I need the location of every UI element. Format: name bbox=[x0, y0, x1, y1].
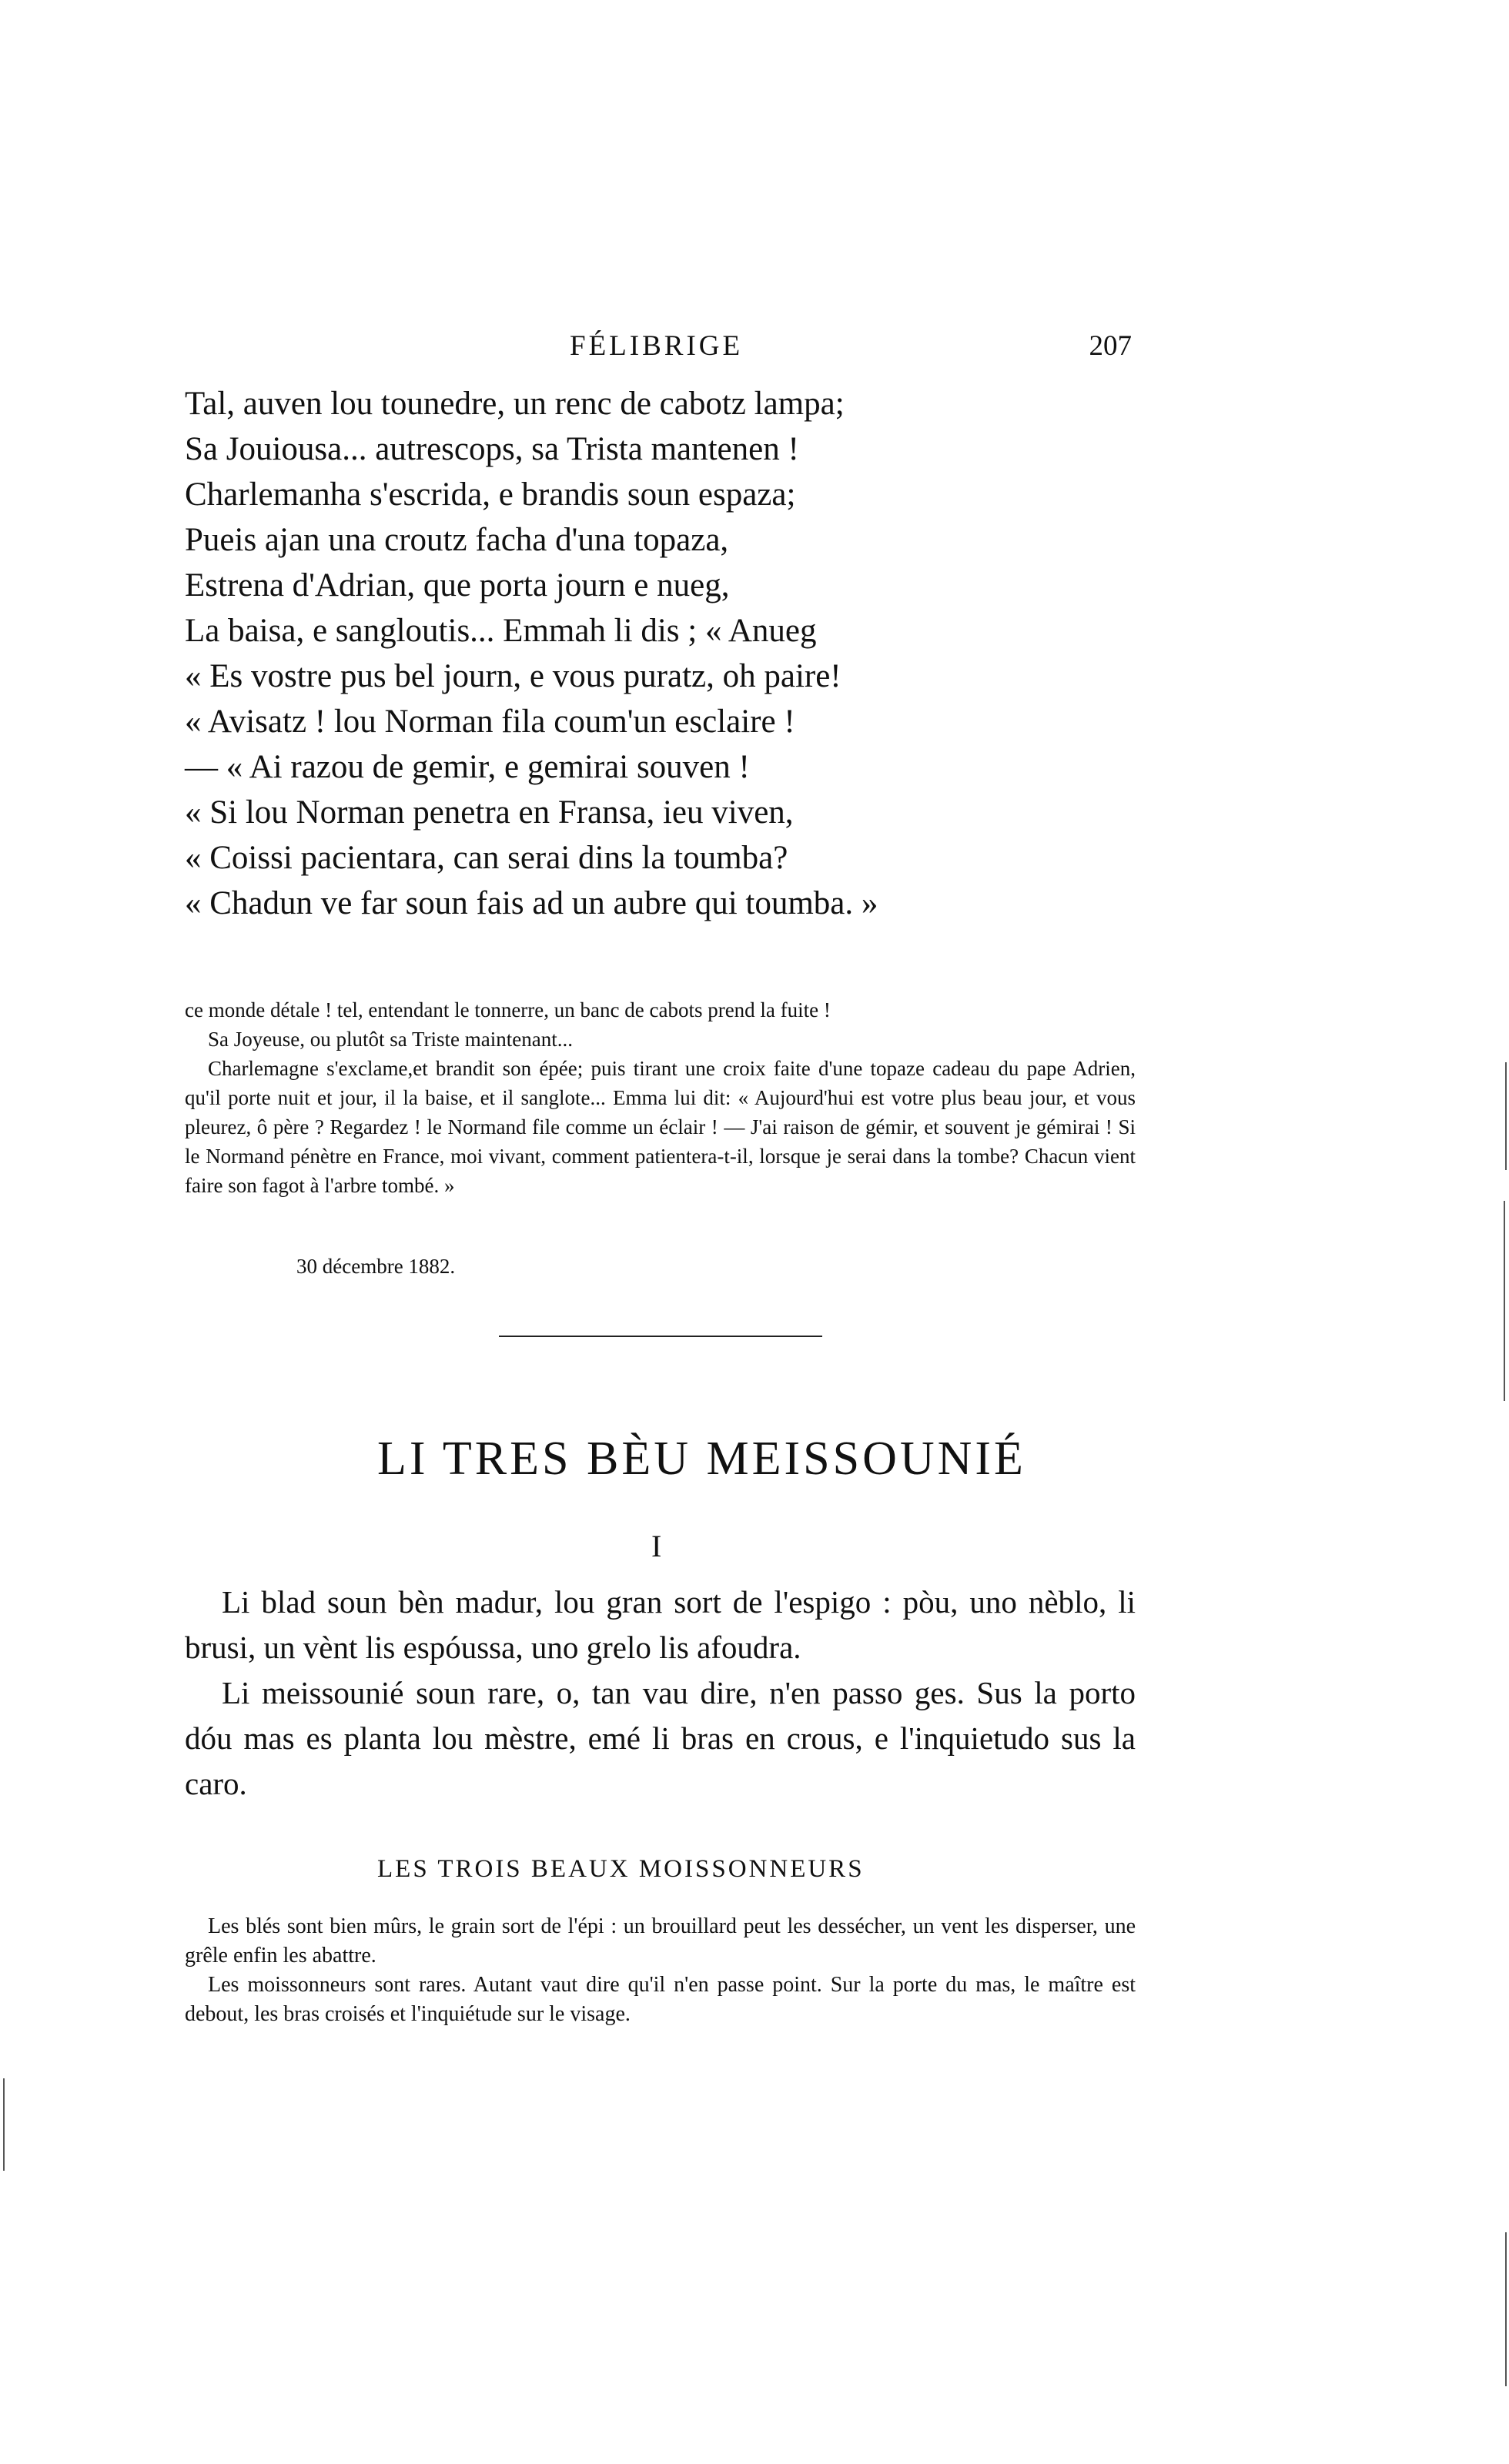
verse-line: « Chadun ve far soun fais ad un aubre qui toumba. » bbox=[185, 885, 878, 921]
french-subtitle: LES TROIS BEAUX MOISSONNEURS bbox=[377, 1855, 865, 1883]
verse-line: Charlemanha s'escrida, e brandis soun espaza; bbox=[185, 476, 796, 513]
scan-edge-mark bbox=[1505, 2232, 1507, 2386]
poem-date: 30 décembre 1882. bbox=[296, 1255, 456, 1278]
verse-line: Tal, auven lou tounedre, un renc de cabotz lampa; bbox=[185, 386, 845, 422]
verse-line: Estrena d'Adrian, que porta journ e nueg, bbox=[185, 567, 730, 603]
provencal-paragraph: Li blad soun bèn madur, lou gran sort de l'espigo : pòu, uno nèblo, li brusi, un vènt lis espóussa, uno grelo lis afoudra. bbox=[185, 1584, 1136, 1665]
scan-edge-mark bbox=[1504, 1201, 1505, 1401]
poem-title: LI TRES BÈU MEISSOUNIÉ bbox=[377, 1433, 1026, 1485]
page-header bbox=[185, 329, 1132, 376]
verse-line: Pueis ajan una croutz facha d'una topaza, bbox=[185, 522, 729, 558]
verse-line: « Avisatz ! lou Norman fila coum'un esclaire ! bbox=[185, 704, 795, 740]
scan-edge-mark bbox=[1505, 1062, 1507, 1170]
verse-line: « Coissi pacientara, can serai dins la toumba? bbox=[185, 840, 788, 876]
provencal-prose-block bbox=[185, 1580, 1136, 1807]
translation-paragraph: Sa Joyeuse, ou plutôt sa Triste maintenant... bbox=[208, 1028, 573, 1051]
french-paragraph: Les moissonneurs sont rares. Autant vaut dire qu'il n'en passe point. Sur la porte du mas, le maître est debout, les bras croisés et l'inquiétude sur le visage. bbox=[185, 1973, 1136, 2026]
scan-edge-mark bbox=[3, 2078, 5, 2171]
french-prose-block bbox=[185, 1912, 1136, 2029]
verse-block bbox=[185, 381, 1186, 926]
verse-line: Sa Jouiousa... autrescops, sa Trista mantenen ! bbox=[185, 431, 799, 467]
verse-line: « Si lou Norman penetra en Fransa, ieu viven, bbox=[185, 794, 794, 831]
verse-line: « Es vostre pus bel journ, e vous puratz, oh paire! bbox=[185, 658, 841, 694]
translation-paragraph: Charlemagne s'exclame,et brandit son épée; puis tirant une croix faite d'une topaze cadeau du pape Adrien, qu'il porte nuit et jour, il la baise, et il sanglote... Emma lui dit: « Aujourd'hui est votre plus beau jour, et vous pleurez, ô père ? Regardez ! le Normand file comme un éclair ! — J'ai raison de gémir, et souvent je gémirai ! Si le Normand pénètre en France, moi vivant, comment patientera-t-il, lorsque je serai dans la tombe? Chacun vient faire son fagot à l'arbre tombé. » bbox=[185, 1057, 1136, 1197]
translation-block bbox=[185, 995, 1136, 1200]
running-title: FÉLIBRIGE bbox=[570, 330, 744, 362]
verse-line: — « Ai razou de gemir, e gemirai souven ! bbox=[185, 749, 750, 785]
verse-line: La baisa, e sangloutis... Emmah li dis ; « Anueg bbox=[185, 613, 817, 649]
french-paragraph: Les blés sont bien mûrs, le grain sort de l'épi : un brouillard peut les dessécher, un vent les disperser, une grêle enfin les abattre. bbox=[185, 1914, 1136, 1968]
translation-paragraph: ce monde détale ! tel, entendant le tonnerre, un banc de cabots prend la fuite ! bbox=[185, 998, 831, 1021]
page-number: 207 bbox=[1089, 330, 1132, 362]
provencal-paragraph: Li meissounié soun rare, o, tan vau dire, n'en passo ges. Sus la porto dóu mas es planta lou mèstre, emé li bras en crous, e l'inquietudo sus la caro. bbox=[185, 1675, 1136, 1801]
section-divider bbox=[499, 1336, 822, 1337]
section-number: I bbox=[651, 1529, 662, 1563]
